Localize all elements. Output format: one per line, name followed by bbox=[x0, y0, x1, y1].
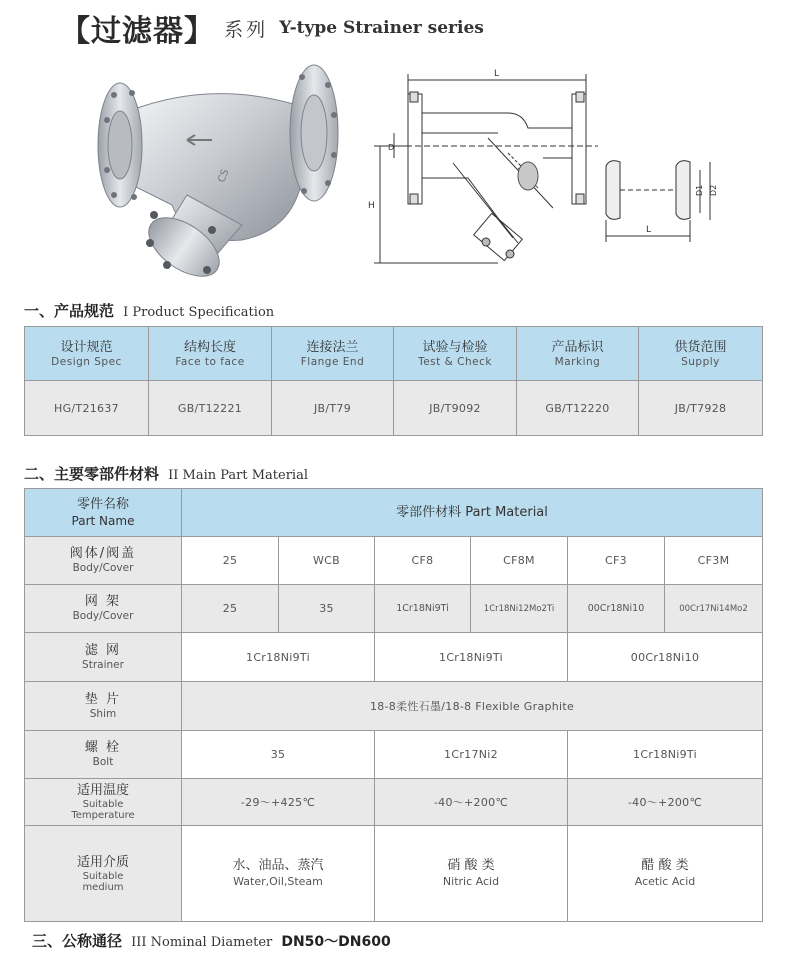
spec-value-face: GB/T12221 bbox=[149, 381, 272, 436]
spec-header-design: 设计规范 Design Spec bbox=[25, 327, 149, 381]
spec-header-flange: 连接法兰 Flange End bbox=[272, 327, 394, 381]
table-cell: 1Cr18Ni9Ti bbox=[568, 731, 763, 779]
table-cell: 35 bbox=[279, 585, 375, 633]
title-main: 【过滤器】 bbox=[60, 14, 215, 49]
table-cell: -40～+200℃ bbox=[568, 779, 763, 826]
spec-value-design: HG/T21637 bbox=[25, 381, 149, 436]
section-heading-en: I Product Specification bbox=[123, 305, 275, 320]
table-cell: 醋 酸 类 Acetic Acid bbox=[568, 826, 763, 922]
spec-header-face: 结构长度 Face to face bbox=[149, 327, 272, 381]
table-cell: CF8M bbox=[471, 537, 568, 585]
dim-label-l2: L bbox=[646, 225, 652, 235]
table-cell: -40～+200℃ bbox=[375, 779, 568, 826]
row-label-temperature: 适用温度 Suitable Temperature bbox=[25, 779, 182, 826]
part-material-header: 零部件材料 Part Material bbox=[182, 489, 763, 537]
nominal-diameter-range: DN50～DN600 bbox=[281, 934, 391, 950]
title-series-cn: 系列 bbox=[224, 18, 269, 41]
strainer-photo bbox=[92, 55, 350, 285]
table-cell: -29～+425℃ bbox=[182, 779, 375, 826]
dim-label-d2: D2 bbox=[709, 184, 718, 196]
row-label-frame: 网 架 Body/Cover bbox=[25, 585, 182, 633]
table-cell: 18-8柔性石墨/18-8 Flexible Graphite bbox=[182, 682, 763, 731]
section-main-part-heading bbox=[24, 463, 308, 484]
table-cell: CF3M bbox=[665, 537, 763, 585]
spec-header-supply: 供货范围 Supply bbox=[639, 327, 763, 381]
section-heading-cn: 三、公称通径 bbox=[32, 932, 123, 950]
title-series-en: Y-type Strainer series bbox=[279, 18, 484, 38]
row-label-shim: 垫 片 Shim bbox=[25, 682, 182, 731]
part-name-header: 零件名称 Part Name bbox=[25, 489, 182, 537]
table-cell: 25 bbox=[182, 537, 279, 585]
spec-value-marking: GB/T12220 bbox=[517, 381, 639, 436]
table-cell: CF8 bbox=[375, 537, 471, 585]
spec-header-test: 试验与检验 Test & Check bbox=[394, 327, 517, 381]
section-heading-cn: 一、产品规范 bbox=[24, 302, 115, 320]
section-nominal-diameter-heading bbox=[32, 930, 391, 951]
spec-value-flange: JB/T79 bbox=[272, 381, 394, 436]
section-heading-cn: 二、主要零部件材料 bbox=[24, 465, 160, 483]
spec-value-test: JB/T9092 bbox=[394, 381, 517, 436]
row-label-body-cover: 阀体/阀盖 Body/Cover bbox=[25, 537, 182, 585]
dim-label-d: D bbox=[388, 143, 395, 152]
spec-header-marking: 产品标识 Marking bbox=[517, 327, 639, 381]
table-cell: 00Cr17Ni14Mo2 bbox=[665, 585, 763, 633]
table-cell: 1Cr18Ni9Ti bbox=[182, 633, 375, 682]
section-product-spec-heading bbox=[24, 300, 274, 321]
section-heading-en: II Main Part Material bbox=[168, 468, 308, 483]
dim-label-h: H bbox=[368, 201, 375, 211]
table-cell: 00Cr18Ni10 bbox=[568, 585, 665, 633]
table-cell: 00Cr18Ni10 bbox=[568, 633, 763, 682]
dim-label-d1: D1 bbox=[695, 184, 704, 196]
section-heading-en: III Nominal Diameter bbox=[131, 935, 273, 950]
table-cell: 1Cr18Ni9Ti bbox=[375, 633, 568, 682]
table-cell: 1Cr18Ni12Mo2Ti bbox=[471, 585, 568, 633]
table-cell: CF3 bbox=[568, 537, 665, 585]
table-cell: 水、油品、蒸汽 Water,Oil,Steam bbox=[182, 826, 375, 922]
main-part-material-table bbox=[24, 488, 763, 922]
strainer-dimension-drawing bbox=[358, 58, 778, 278]
table-cell: 硝 酸 类 Nitric Acid bbox=[375, 826, 568, 922]
product-spec-table bbox=[24, 326, 763, 436]
dim-label-l: L bbox=[494, 69, 500, 79]
table-cell: 35 bbox=[182, 731, 375, 779]
table-cell: WCB bbox=[279, 537, 375, 585]
row-label-bolt: 螺 栓 Bolt bbox=[25, 731, 182, 779]
spec-value-supply: JB/T7928 bbox=[639, 381, 763, 436]
page-title bbox=[60, 6, 484, 49]
row-label-strainer: 滤 网 Strainer bbox=[25, 633, 182, 682]
table-cell: 25 bbox=[182, 585, 279, 633]
table-cell: 1Cr17Ni2 bbox=[375, 731, 568, 779]
svg-text:CS: CS bbox=[216, 167, 232, 185]
row-label-medium: 适用介质 Suitable medium bbox=[25, 826, 182, 922]
table-cell: 1Cr18Ni9Ti bbox=[375, 585, 471, 633]
